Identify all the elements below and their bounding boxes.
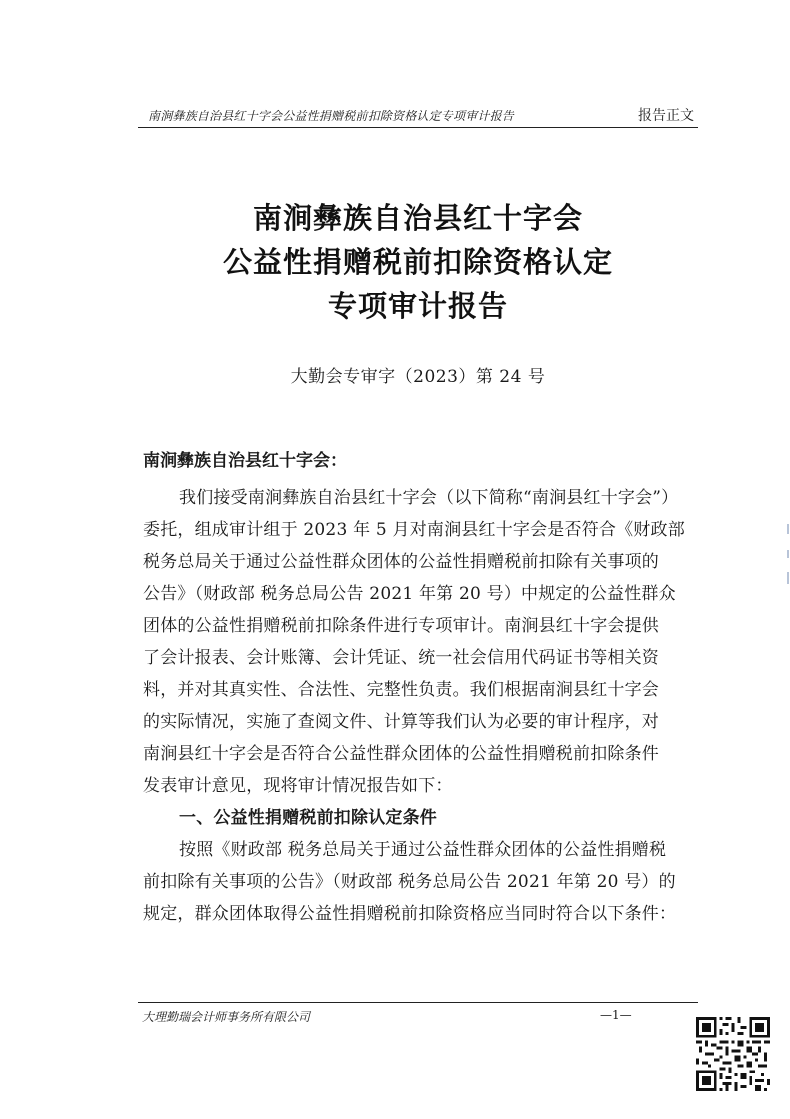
paragraph-line: 南涧县红十字会是否符合公益性群众团体的公益性捐赠税前扣除条件 (143, 744, 659, 764)
paragraph-line: 发表审计意见，现将审计情况报告如下： (143, 776, 453, 796)
addressee: 南涧彝族自治县红十字会： (143, 451, 347, 471)
page-footer (138, 1002, 698, 1027)
paragraph-line: 公告》（财政部 税务总局公告 2021 年第 20 号）中规定的公益性群众 (143, 584, 676, 604)
document-number: 大勤会专审字（2023）第 24 号 (290, 367, 546, 387)
paragraph-line: 委托，组成审计组于 2023 年 5 月对南涧县红十字会是否符合《财政部 (143, 520, 685, 540)
page-number: —1— (600, 1008, 632, 1022)
title-line-2: 公益性捐赠税前扣除资格认定 (222, 245, 613, 279)
page-header (138, 103, 698, 128)
paragraph-line: 团体的公益性捐赠税前扣除条件进行专项审计。南涧县红十字会提供 (143, 616, 659, 636)
paragraph-line: 我们接受南涧彝族自治县红十字会（以下简称“南涧县红十字会”） (179, 488, 679, 508)
paragraph-line: 的实际情况，实施了查阅文件、计算等我们认为必要的审计程序，对 (143, 712, 659, 732)
paragraph-line: 前扣除有关事项的公告》（财政部 税务总局公告 2021 年第 20 号）的 (143, 872, 676, 892)
scan-edge-mark (784, 520, 790, 590)
paragraph-line: 了会计报表、会计账簿、会计凭证、统一社会信用代码证书等相关资 (143, 648, 659, 668)
header-report-title: 南涧彝族自治县红十字会公益性捐赠税前扣除资格认定专项审计报告 (148, 109, 515, 123)
paragraph-line: 规定，群众团体取得公益性捐赠税前扣除资格应当同时符合以下条件： (143, 904, 677, 924)
report-body (143, 482, 695, 930)
section-heading: 一、公益性捐赠税前扣除认定条件 (179, 808, 437, 828)
paragraph-line: 料，并对其真实性、合法性、完整性负责。我们根据南涧县红十字会 (143, 680, 659, 700)
title-line-1: 南涧彝族自治县红十字会 (252, 201, 583, 235)
paragraph-line: 按照《财政部 税务总局关于通过公益性群众团体的公益性捐赠税 (179, 840, 667, 860)
firm-name: 大理勤瑞会计师事务所有限公司 (142, 1010, 311, 1024)
title-line-3: 专项审计报告 (327, 289, 508, 323)
qr-code-icon (696, 1017, 770, 1091)
header-section-label: 报告正文 (638, 108, 694, 124)
document-title (138, 196, 698, 328)
paragraph-line: 税务总局关于通过公益性群众团体的公益性捐赠税前扣除有关事项的 (143, 552, 659, 572)
